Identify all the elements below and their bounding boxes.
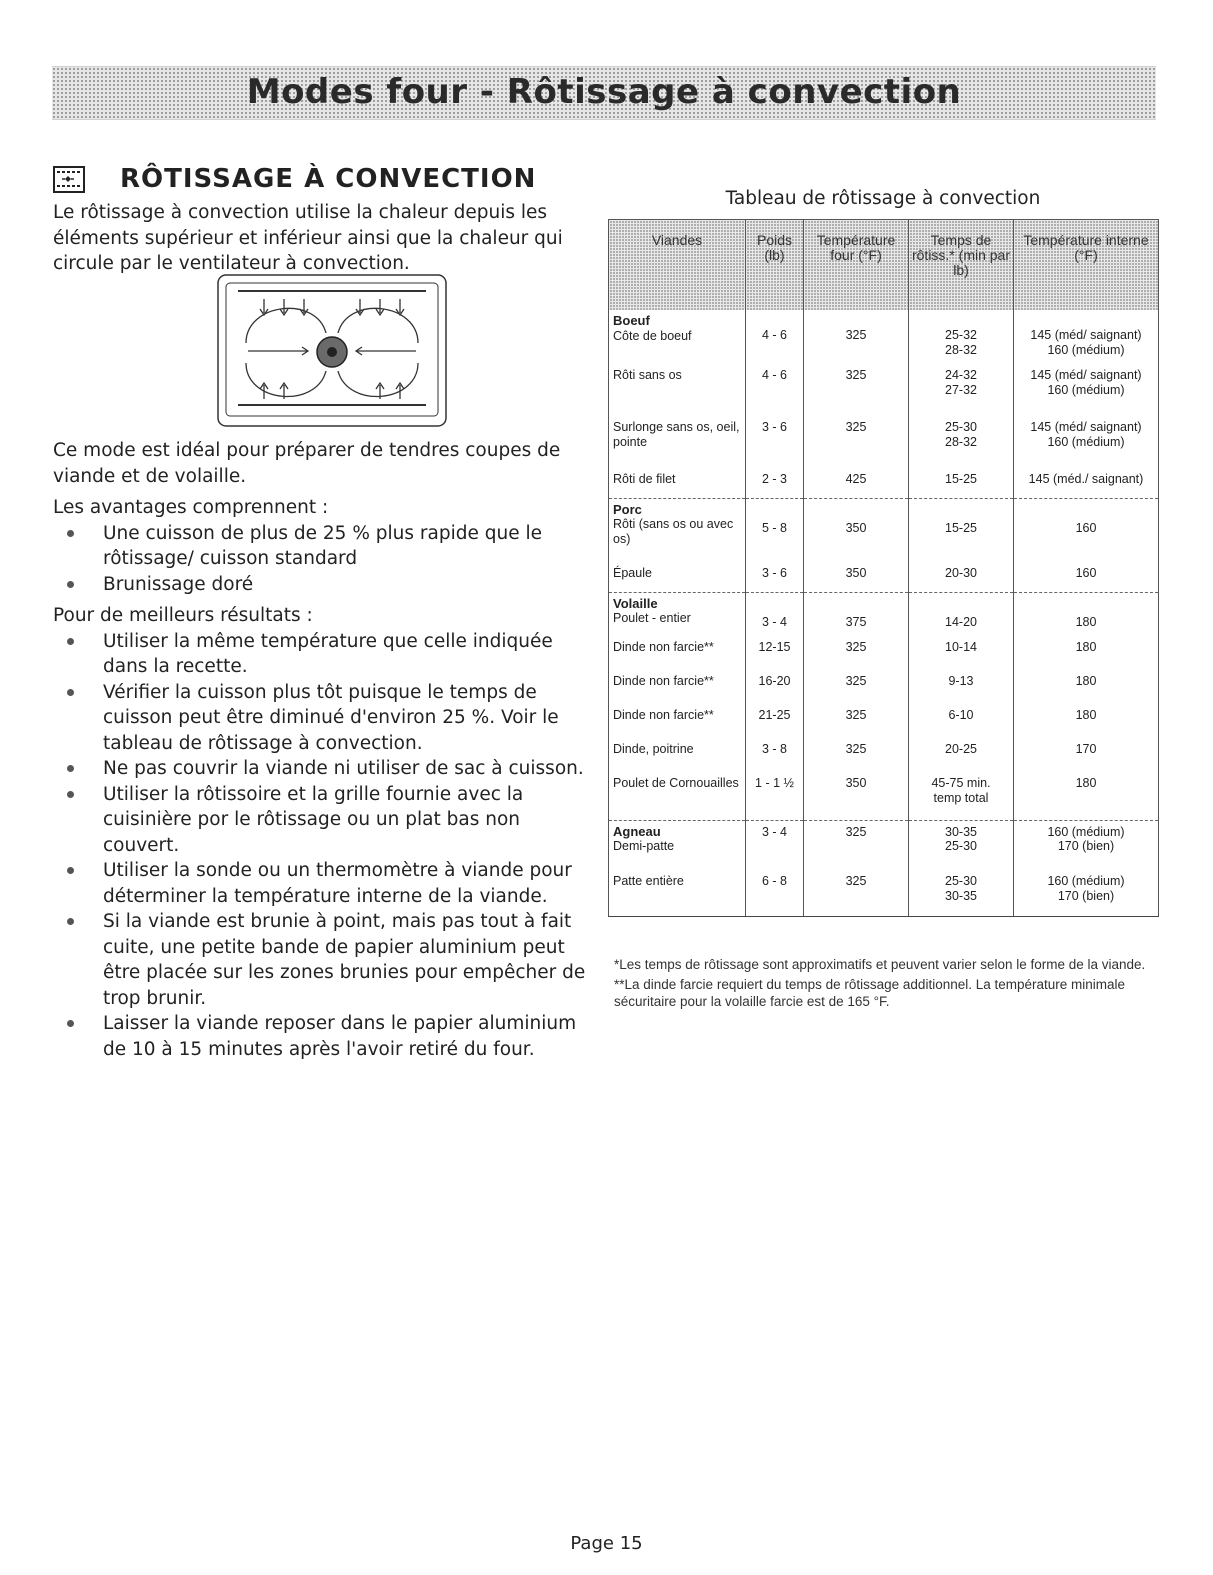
column-header: Température interne (°F) (1014, 220, 1159, 311)
list-item: Si la viande est brunie à point, mais pas tout à fait cuite, une petite bande de papier aluminium peut être placée sur les zones brunies pour empêcher de trop brunir. (53, 909, 598, 1011)
time-cell: 15-25 (909, 472, 1014, 498)
time-cell: 27-32 (945, 382, 977, 397)
list-item: Ne pas couvrir la viande ni utiliser de sac à cuisson. (53, 756, 598, 782)
column-header: Viandes (609, 220, 746, 311)
bullet-icon (67, 918, 74, 925)
time-cell: 25-32 (945, 328, 977, 342)
table-row (609, 566, 1159, 592)
table-row (609, 368, 1159, 420)
time-cell: 30-35 (945, 888, 977, 903)
meat-cell: Épaule (609, 566, 746, 592)
group-label: Volaille (613, 595, 658, 611)
time-cell: 25-30 (945, 874, 977, 888)
list-item: Une cuisson de plus de 25 % plus rapide que le rôtissage/ cuisson standard (53, 521, 598, 572)
oven-temp-cell: 325 (804, 820, 909, 874)
oven-temp-cell: 325 (804, 420, 909, 472)
table-row (609, 498, 1159, 566)
meat-cell: Dinde, poitrine (609, 742, 746, 776)
weight-cell: 6 - 8 (746, 874, 804, 916)
page-banner (52, 66, 1156, 120)
oven-temp-cell: 425 (804, 472, 909, 498)
oven-temp-cell: 350 (804, 498, 909, 566)
list-item: Utiliser la sonde ou un thermomètre à viande pour déterminer la température interne de la viande. (53, 858, 598, 909)
internal-temp-cell: 170 (bien) (1057, 888, 1115, 903)
footnote: *Les temps de rôtissage sont approximatifs et peuvent varier selon le forme de la viande. (614, 957, 1146, 972)
internal-temp-cell: 160 (médium) (1047, 342, 1125, 357)
time-cell: 20-25 (909, 742, 1014, 776)
weight-cell: 21-25 (746, 708, 804, 742)
footnote: **La dinde farcie requiert du temps de rôtissage additionnel. La température minimale sécuritaire pour la volaille farcie est de 165 °F. (614, 977, 1126, 1009)
ideal-paragraph: Ce mode est idéal pour préparer de tendres coupes de viande et de volaille. (53, 440, 561, 487)
weight-cell: 4 - 6 (746, 310, 804, 368)
internal-temp-cell: 160 (médium) (1047, 824, 1125, 839)
list-item: Utiliser la rôtissoire et la grille fournie avec la cuisinière por le rôtissage ou un plat bas non couvert. (53, 782, 598, 859)
bullet-icon (67, 581, 74, 588)
oven-temp-cell: 325 (804, 368, 909, 420)
table-caption: Tableau de rôtissage à convection (725, 188, 1041, 209)
table-row (609, 310, 1159, 368)
time-cell: 30-35 (945, 824, 977, 839)
oven-temp-cell: 325 (804, 640, 909, 674)
internal-temp-cell: 160 (médium) (1047, 382, 1125, 397)
bullet-icon (67, 765, 74, 772)
oven-airflow-diagram (216, 273, 448, 428)
bullet-icon (67, 867, 74, 874)
internal-temp-cell: 180 (1014, 592, 1159, 640)
time-cell: 45-75 min. (931, 776, 991, 790)
internal-temp-cell: 170 (1014, 742, 1159, 776)
internal-temp-cell: 145 (méd./ saignant) (1014, 472, 1159, 498)
internal-temp-cell: 145 (méd/ saignant) (1030, 420, 1142, 434)
roasting-table (608, 219, 1159, 917)
weight-cell: 3 - 8 (746, 742, 804, 776)
internal-temp-cell: 160 (médium) (1047, 434, 1125, 449)
group-label: Boeuf (613, 313, 650, 328)
meat-cell: Patte entière (609, 874, 746, 916)
meat-cell: Rôti (sans os ou avec os) (613, 517, 734, 546)
instructions-text (53, 438, 598, 1062)
weight-cell: 1 - 1 ½ (746, 776, 804, 820)
convection-roast-icon (53, 166, 85, 193)
meat-cell: Dinde non farcie** (609, 708, 746, 742)
table-row (609, 874, 1159, 916)
internal-temp-cell: 180 (1014, 640, 1159, 674)
time-cell: 14-20 (909, 592, 1014, 640)
bullet-icon (67, 530, 74, 537)
table-row (609, 640, 1159, 674)
table-row (609, 742, 1159, 776)
weight-cell: 4 - 6 (746, 368, 804, 420)
weight-cell: 3 - 6 (746, 420, 804, 472)
table-header-row (609, 220, 1159, 311)
weight-cell: 5 - 8 (746, 498, 804, 566)
list-item: Brunissage doré (53, 572, 598, 598)
intro-paragraph: Le rôtissage à convection utilise la chaleur depuis les éléments supérieur et inférieur ainsi que la chaleur qui circule par le ventilateur à convection. (53, 202, 563, 274)
internal-temp-cell: 145 (méd/ saignant) (1030, 368, 1142, 382)
meat-cell: Côte de boeuf (613, 328, 692, 343)
time-cell: 25-30 (945, 839, 977, 853)
list-item: Vérifier la cuisson plus tôt puisque le temps de cuisson peut être diminué d'environ 25 %. Voir le tableau de rôtissage à convection. (53, 680, 598, 757)
time-cell: 25-30 (945, 420, 977, 434)
banner-title: Modes four - Rôtissage à convection (246, 72, 962, 112)
time-cell: 10-14 (909, 640, 1014, 674)
meat-cell: Demi-patte (613, 839, 675, 853)
table-row (609, 674, 1159, 708)
meat-cell: Rôti sans os (609, 368, 746, 420)
time-cell: 28-32 (945, 434, 977, 449)
oven-temp-cell: 325 (804, 742, 909, 776)
oven-temp-cell: 350 (804, 776, 909, 820)
oven-temp-cell: 325 (804, 874, 909, 916)
tips-list (53, 629, 598, 1063)
column-header: Poids (lb) (746, 220, 804, 311)
meat-cell: Poulet - entier (613, 611, 691, 625)
meat-cell: Dinde non farcie** (609, 640, 746, 674)
oven-temp-cell: 325 (804, 674, 909, 708)
internal-temp-cell: 170 (bien) (1057, 839, 1115, 853)
table-row (609, 820, 1159, 874)
list-item: Laisser la viande reposer dans le papier aluminium de 10 à 15 minutes après l'avoir retiré du four. (53, 1011, 598, 1062)
meat-cell: Dinde non farcie** (609, 674, 746, 708)
oven-temp-cell: 325 (804, 708, 909, 742)
time-cell: 20-30 (909, 566, 1014, 592)
table-row (609, 708, 1159, 742)
table-row (609, 472, 1159, 498)
time-cell: 24-32 (945, 368, 977, 382)
weight-cell: 16-20 (746, 674, 804, 708)
table-row (609, 592, 1159, 640)
table-row (609, 776, 1159, 820)
group-label: Agneau (613, 823, 661, 839)
oven-temp-cell: 325 (804, 310, 909, 368)
meat-cell: Surlonge sans os, oeil, pointe (609, 420, 746, 472)
bullet-icon (67, 1020, 74, 1027)
weight-cell: 3 - 4 (746, 820, 804, 874)
weight-cell: 12-15 (746, 640, 804, 674)
time-cell: 28-32 (945, 342, 977, 357)
meat-cell: Poulet de Cornouailles (609, 776, 746, 820)
time-cell: 9-13 (909, 674, 1014, 708)
weight-cell: 3 - 6 (746, 566, 804, 592)
internal-temp-cell: 160 (1014, 498, 1159, 566)
time-cell: 6-10 (909, 708, 1014, 742)
meat-cell: Rôti de filet (609, 472, 746, 498)
oven-temp-cell: 350 (804, 566, 909, 592)
internal-temp-cell: 145 (méd/ saignant) (1030, 328, 1142, 342)
internal-temp-cell: 180 (1014, 708, 1159, 742)
section-heading: RÔTISSAGE À CONVECTION (120, 164, 537, 194)
weight-cell: 2 - 3 (746, 472, 804, 498)
internal-temp-cell: 180 (1014, 674, 1159, 708)
oven-temp-cell: 375 (804, 592, 909, 640)
bullet-icon (67, 638, 74, 645)
group-label: Porc (613, 501, 642, 517)
column-header: Température four (°F) (804, 220, 909, 311)
weight-cell: 3 - 4 (746, 592, 804, 640)
table-footnotes (614, 956, 1159, 1013)
advantages-label: Les avantages comprennent : (53, 497, 329, 518)
column-header: Temps de rôtiss.* (min par lb) (909, 220, 1014, 311)
tips-label: Pour de meilleurs résultats : (53, 605, 313, 626)
advantages-list (53, 521, 598, 598)
bullet-icon (67, 791, 74, 798)
internal-temp-cell: 180 (1014, 776, 1159, 820)
time-cell: temp total (933, 790, 989, 805)
page-number: Page 15 (570, 1533, 643, 1554)
list-item: Utiliser la même température que celle indiquée dans la recette. (53, 629, 598, 680)
internal-temp-cell: 160 (médium) (1047, 874, 1125, 888)
bullet-icon (67, 689, 74, 696)
table-row (609, 420, 1159, 472)
time-cell: 15-25 (909, 498, 1014, 566)
internal-temp-cell: 160 (1014, 566, 1159, 592)
